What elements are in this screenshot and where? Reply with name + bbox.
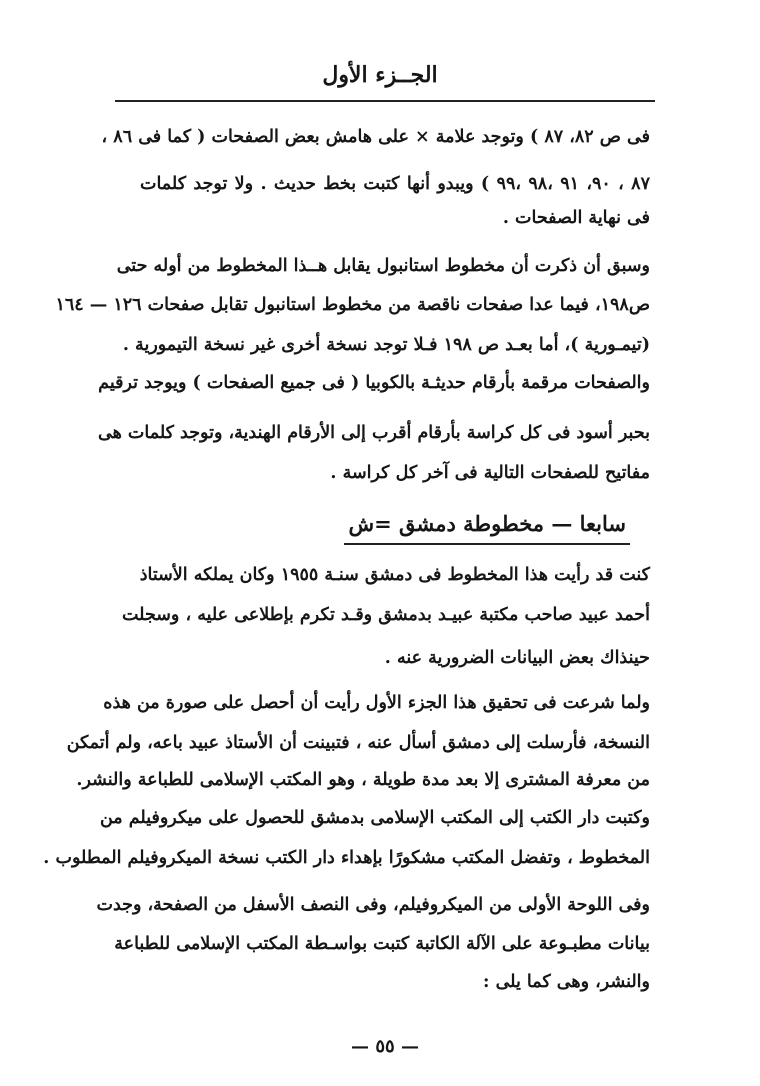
text-line: بيانات مطبـوعة على الآلة الكاتبة كتبت بواسـطة المكتب الإسلامى للطباعة [114, 934, 650, 954]
text-line: وكتبت دار الكتب إلى المكتب الإسلامى بدمشق للحصول على ميكروفيلم من [99, 808, 650, 828]
text-line: مفاتيح للصفحات التالية فى آخر كل كراسة . [330, 463, 650, 483]
text-line: وفى اللوحة الأولى من الميكروفيلم، وفى النصف الأسفل من الصفحة، وجدت [96, 895, 650, 915]
text-line: والصفحات مرقمة بأرقام حديثـة بالكوبيا ( فى جميع الصفحات ) ويوجد ترقيم [98, 373, 650, 393]
text-line: والنشر، وهى كما يلى : [483, 972, 650, 992]
text-line: ولما شرعت فى تحقيق هذا الجزء الأول رأيت أن أحصل على صورة من هذه [103, 693, 650, 713]
text-line: بحبر أسود فى كل كراسة بأرقام أقرب إلى الأرقام الهندية، وتوجد كلمات هى [97, 423, 650, 443]
text-line: النسخة، فأرسلت إلى دمشق أسأل عنه ، فتبينت أن الأستاذ عبيد باعه، ولم أتمكن [66, 733, 650, 753]
text-line: فى نهاية الصفحات . [502, 208, 650, 228]
page-number: — ٥٥ — [351, 1036, 419, 1057]
text-line: كنت قد رأيت هذا المخطوط فى دمشق سنـة ١٩٥٥ وكان يملكه الأستاذ [139, 565, 650, 585]
text-line: وسبق أن ذكرت أن مخطوط استانبول يقابل هــذا المخطوط من أوله حتى [116, 256, 650, 276]
header-rule [115, 100, 655, 102]
text-line: من معرفة المشترى إلا بعد مدة طويلة ، وهو المكتب الإسلامى للطباعة والنشر. [76, 770, 650, 790]
text-line: ٨٧ ، ٩٠، ٩١ ،٩٨ ،٩٩ ) ويبدو أنها كتبت بخط حديث . ولا توجد كلمات [140, 174, 650, 194]
text-line: المخطوط ، وتفضل المكتب مشكورًا بإهداء دار الكتب نسخة الميكروفيلم المطلوب . [43, 848, 650, 868]
text-line: فى ص ٨٢، ٨٧ ) وتوجد علامة × على هامش بعض الصفحات ( كما فى ٨٦ ، [101, 127, 650, 147]
text-line: (تيمـورية )، أما بعـد ص ١٩٨ فـلا توجد نسخة أخرى غير نسخة التيمورية . [122, 335, 650, 355]
text-line: ص١٩٨، فيما عدا صفحات ناقصة من مخطوط استانبول تقابل صفحات ١٢٦ — ١٦٤ [55, 295, 650, 315]
text-line: أحمد عبيد صاحب مكتبة عبيـد بدمشق وقـد تكرم بإطلاعى عليه ، وسجلت [121, 605, 650, 625]
section-heading: سابعا — مخطوطة دمشق =ش [344, 508, 630, 545]
running-header: الجــزء الأول [322, 62, 438, 88]
text-line: حينذاك بعض البيانات الضرورية عنه . [384, 648, 650, 668]
